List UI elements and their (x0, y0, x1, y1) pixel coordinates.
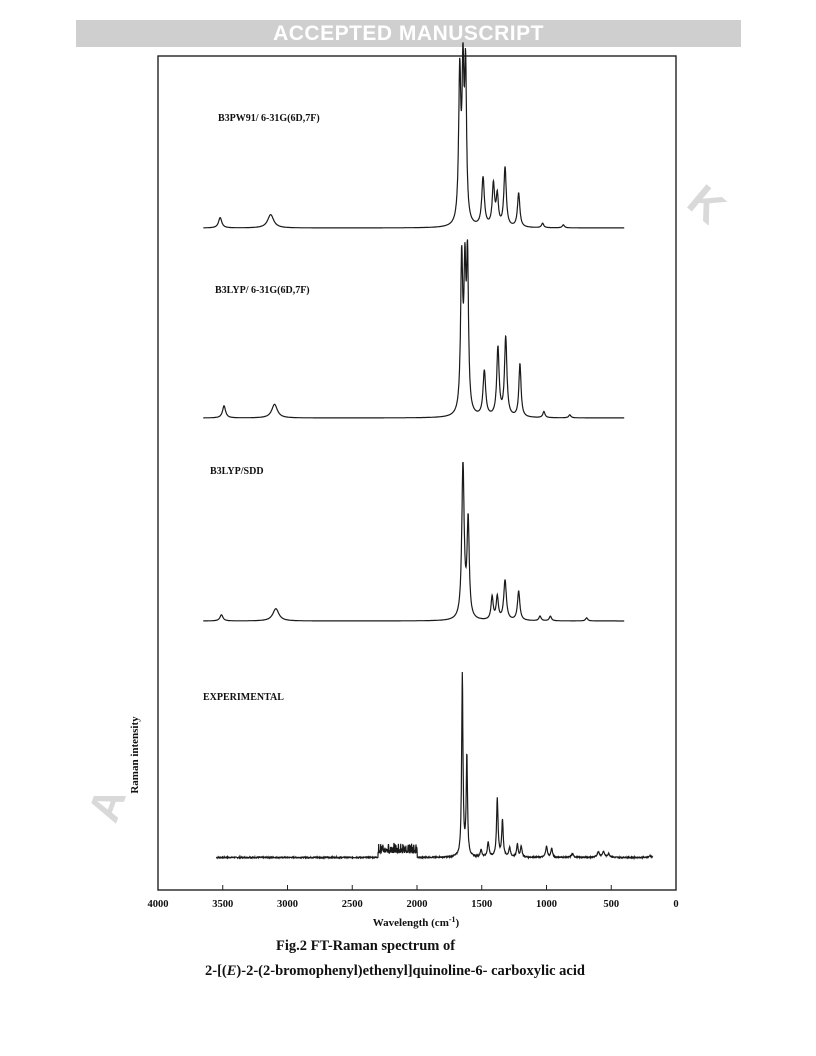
x-axis-ticks (148, 885, 679, 910)
series-label-1: B3PW91/ 6-31G(6D,7F) (218, 113, 320, 124)
x-tick-label-0: 0 (673, 899, 679, 910)
x-tick-label-3500: 3500 (212, 899, 234, 910)
series-line-3 (203, 462, 624, 621)
caption-line2-suffix: )-2-(2-bromophenyl)ethenyl]quinoline-6- carboxylic acid (236, 963, 585, 979)
x-tick-label-1000: 1000 (536, 899, 557, 910)
x-tick-label-2500: 2500 (341, 899, 363, 910)
y-axis-label: Raman intensity (129, 716, 141, 794)
series-label-2: B3LYP/ 6-31G(6D,7F) (215, 285, 310, 296)
x-tick-label-500: 500 (603, 899, 620, 910)
caption-line2-italic: E (226, 963, 237, 979)
x-tick-label-3000: 3000 (277, 899, 298, 910)
x-axis-label: Wavelength $(cm^{-1})$ (372, 915, 460, 929)
caption-line2-prefix: 2-[( (205, 963, 227, 979)
series-label-3: B3LYP/SDD (210, 466, 264, 477)
spectra-series (203, 42, 653, 858)
watermark-letter-right: K (678, 175, 735, 234)
accepted-manuscript-banner: ACCEPTED MANUSCRIPT (76, 20, 741, 47)
series-line-1 (203, 42, 624, 228)
x-tick-label-1500: 1500 (471, 899, 493, 910)
series-label-4: EXPERIMENTAL (203, 692, 284, 703)
x-tick-label-2000: 2000 (406, 899, 428, 910)
figure-caption-line2 (205, 963, 585, 980)
watermark-letter-left: A (78, 781, 136, 829)
series-line-2 (203, 239, 624, 418)
x-tick-label-4000: 4000 (147, 899, 169, 910)
figure-caption-line1: Fig.2 FT-Raman spectrum of (276, 938, 456, 954)
